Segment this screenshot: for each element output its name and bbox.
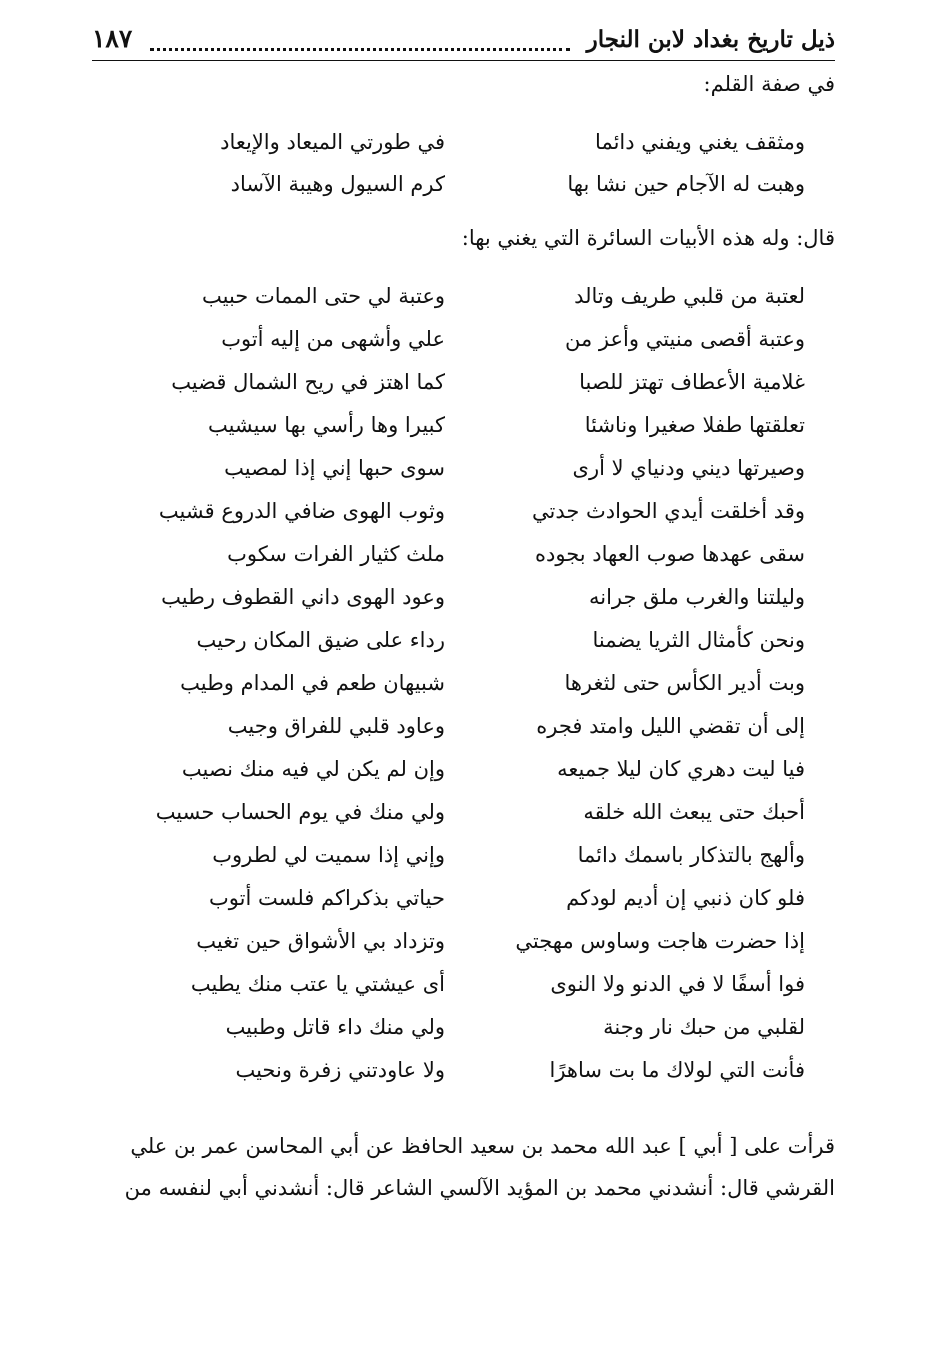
first-hemistich: إذا حضرت هاجت وساوس مهجتي — [515, 929, 805, 953]
second-hemistich: ولا عاودتني زفرة ونحيب — [235, 1058, 445, 1082]
verse — [140, 456, 805, 498]
verse — [140, 1015, 805, 1057]
verse — [140, 284, 805, 326]
second-hemistich: كما اهتز في ريح الشمال قضيب — [171, 370, 445, 394]
verse — [140, 585, 805, 627]
narration-line: قال: وله هذه الأبيات السائرة التي يغني بها: — [461, 226, 835, 250]
second-hemistich: وإني إذا سميت لي لطروب — [212, 843, 445, 867]
second-hemistich: سوى حبها إني إذا لمصيب — [224, 456, 445, 480]
verse — [140, 628, 805, 670]
first-hemistich: لقلبي من حبك نار وجنة — [603, 1015, 805, 1039]
verse — [140, 499, 805, 541]
first-hemistich: وهبت له الآجام حين نشا بها — [567, 172, 805, 196]
second-hemistich: كرم السيول وهيبة الآساد — [230, 172, 445, 196]
second-hemistich: وثوب الهوى ضافي الدروع قشيب — [158, 499, 445, 523]
verse — [140, 972, 805, 1014]
second-hemistich: شبيهان طعم في المدام وطيب — [180, 671, 445, 695]
first-hemistich: فوا أسفًا لا في الدنو ولا النوى — [550, 972, 805, 996]
first-hemistich: لعتبة من قلبي طريف وتالد — [574, 284, 805, 308]
first-hemistich: ومثقف يغني ويفني دائما — [595, 130, 805, 154]
intro-line: في صفة القلم: — [703, 72, 835, 96]
verse — [140, 843, 805, 885]
first-hemistich: وعتبة أقصى منيتي وأعز من — [565, 327, 805, 351]
first-hemistich: ونحن كأمثال الثريا يضمنا — [592, 628, 805, 652]
first-hemistich: وليلتنا والغرب ملق جرانه — [588, 585, 805, 609]
second-hemistich: في طورتي الميعاد والإيعاد — [220, 130, 445, 154]
paragraph-line: القرشي قال: أنشدني محمد بن المؤيد الآلسي الشاعر قال: أنشدني أبي لنفسه من — [124, 1176, 835, 1200]
second-hemistich: رداء على ضيق المكان رحيب — [196, 628, 445, 652]
second-hemistich: وعتبة لي حتى الممات حبيب — [202, 284, 445, 308]
verse — [140, 542, 805, 584]
verse — [140, 757, 805, 799]
running-header — [92, 20, 835, 60]
page-number: ١٨٧ — [92, 24, 133, 53]
verse — [140, 929, 805, 971]
verse — [140, 172, 805, 214]
first-hemistich: أحبك حتى يبعث الله خلقه — [583, 800, 805, 824]
second-hemistich: وعود الهوى داني القطوف رطيب — [161, 585, 445, 609]
paragraph-line: قرأت على [ أبي ] عبد الله محمد بن سعيد الحافظ عن أبي المحاسن عمر بن علي — [130, 1134, 835, 1158]
second-hemistich: وإن لم يكن لي فيه منك نصيب — [181, 757, 445, 781]
verse — [140, 370, 805, 412]
second-hemistich: ولي منك في يوم الحساب حسيب — [155, 800, 445, 824]
second-hemistich: حياتي بذكراكم فلست أتوب — [209, 886, 445, 910]
second-hemistich: أى عيشتي يا عتب منك يطيب — [190, 972, 445, 996]
header-rule — [92, 60, 835, 61]
first-hemistich: سقى عهدها صوب العهاد بجوده — [535, 542, 805, 566]
first-hemistich: فيا ليت دهري كان ليلا جميعه — [557, 757, 805, 781]
dotted-leader — [150, 30, 570, 51]
running-title: ذيل تاريخ بغداد لابن النجار — [586, 26, 835, 53]
second-hemistich: ملث كثيار الفرات سكوب — [227, 542, 445, 566]
first-hemistich: فلو كان ذنبي إن أديم لودكم — [566, 886, 805, 910]
verse — [140, 671, 805, 713]
verse — [140, 800, 805, 842]
second-hemistich: ولي منك داء قاتل وطبيب — [225, 1015, 445, 1039]
first-hemistich: غلامية الأعطاف تهتز للصبا — [579, 370, 805, 394]
first-hemistich: وقد أخلقت أيدي الحوادث جدتي — [532, 499, 805, 523]
verse — [140, 327, 805, 369]
first-hemistich: فأنت التي لولاك ما بت ساهرًا — [549, 1058, 805, 1082]
verse — [140, 130, 805, 172]
first-hemistich: وألهج بالتذكار باسمك دائما — [577, 843, 805, 867]
verse — [140, 1058, 805, 1100]
second-hemistich: وتزداد بي الأشواق حين تغيب — [196, 929, 445, 953]
second-hemistich: وعاود قلبي للفراق وجيب — [227, 714, 445, 738]
first-hemistich: إلى أن تقضي الليل وامتد فجره — [536, 714, 805, 738]
first-hemistich: وصيرتها ديني ودنياي لا أرى — [572, 456, 805, 480]
verse — [140, 886, 805, 928]
second-hemistich: كبيرا وها رأسي بها سيشيب — [207, 413, 445, 437]
second-hemistich: علي وأشهى من إليه أتوب — [221, 327, 445, 351]
first-hemistich: وبت أدير الكأس حتى لثغرها — [564, 671, 805, 695]
first-hemistich: تعلقتها طفلا صغيرا وناشئا — [584, 413, 805, 437]
verse — [140, 714, 805, 756]
verse — [140, 413, 805, 455]
